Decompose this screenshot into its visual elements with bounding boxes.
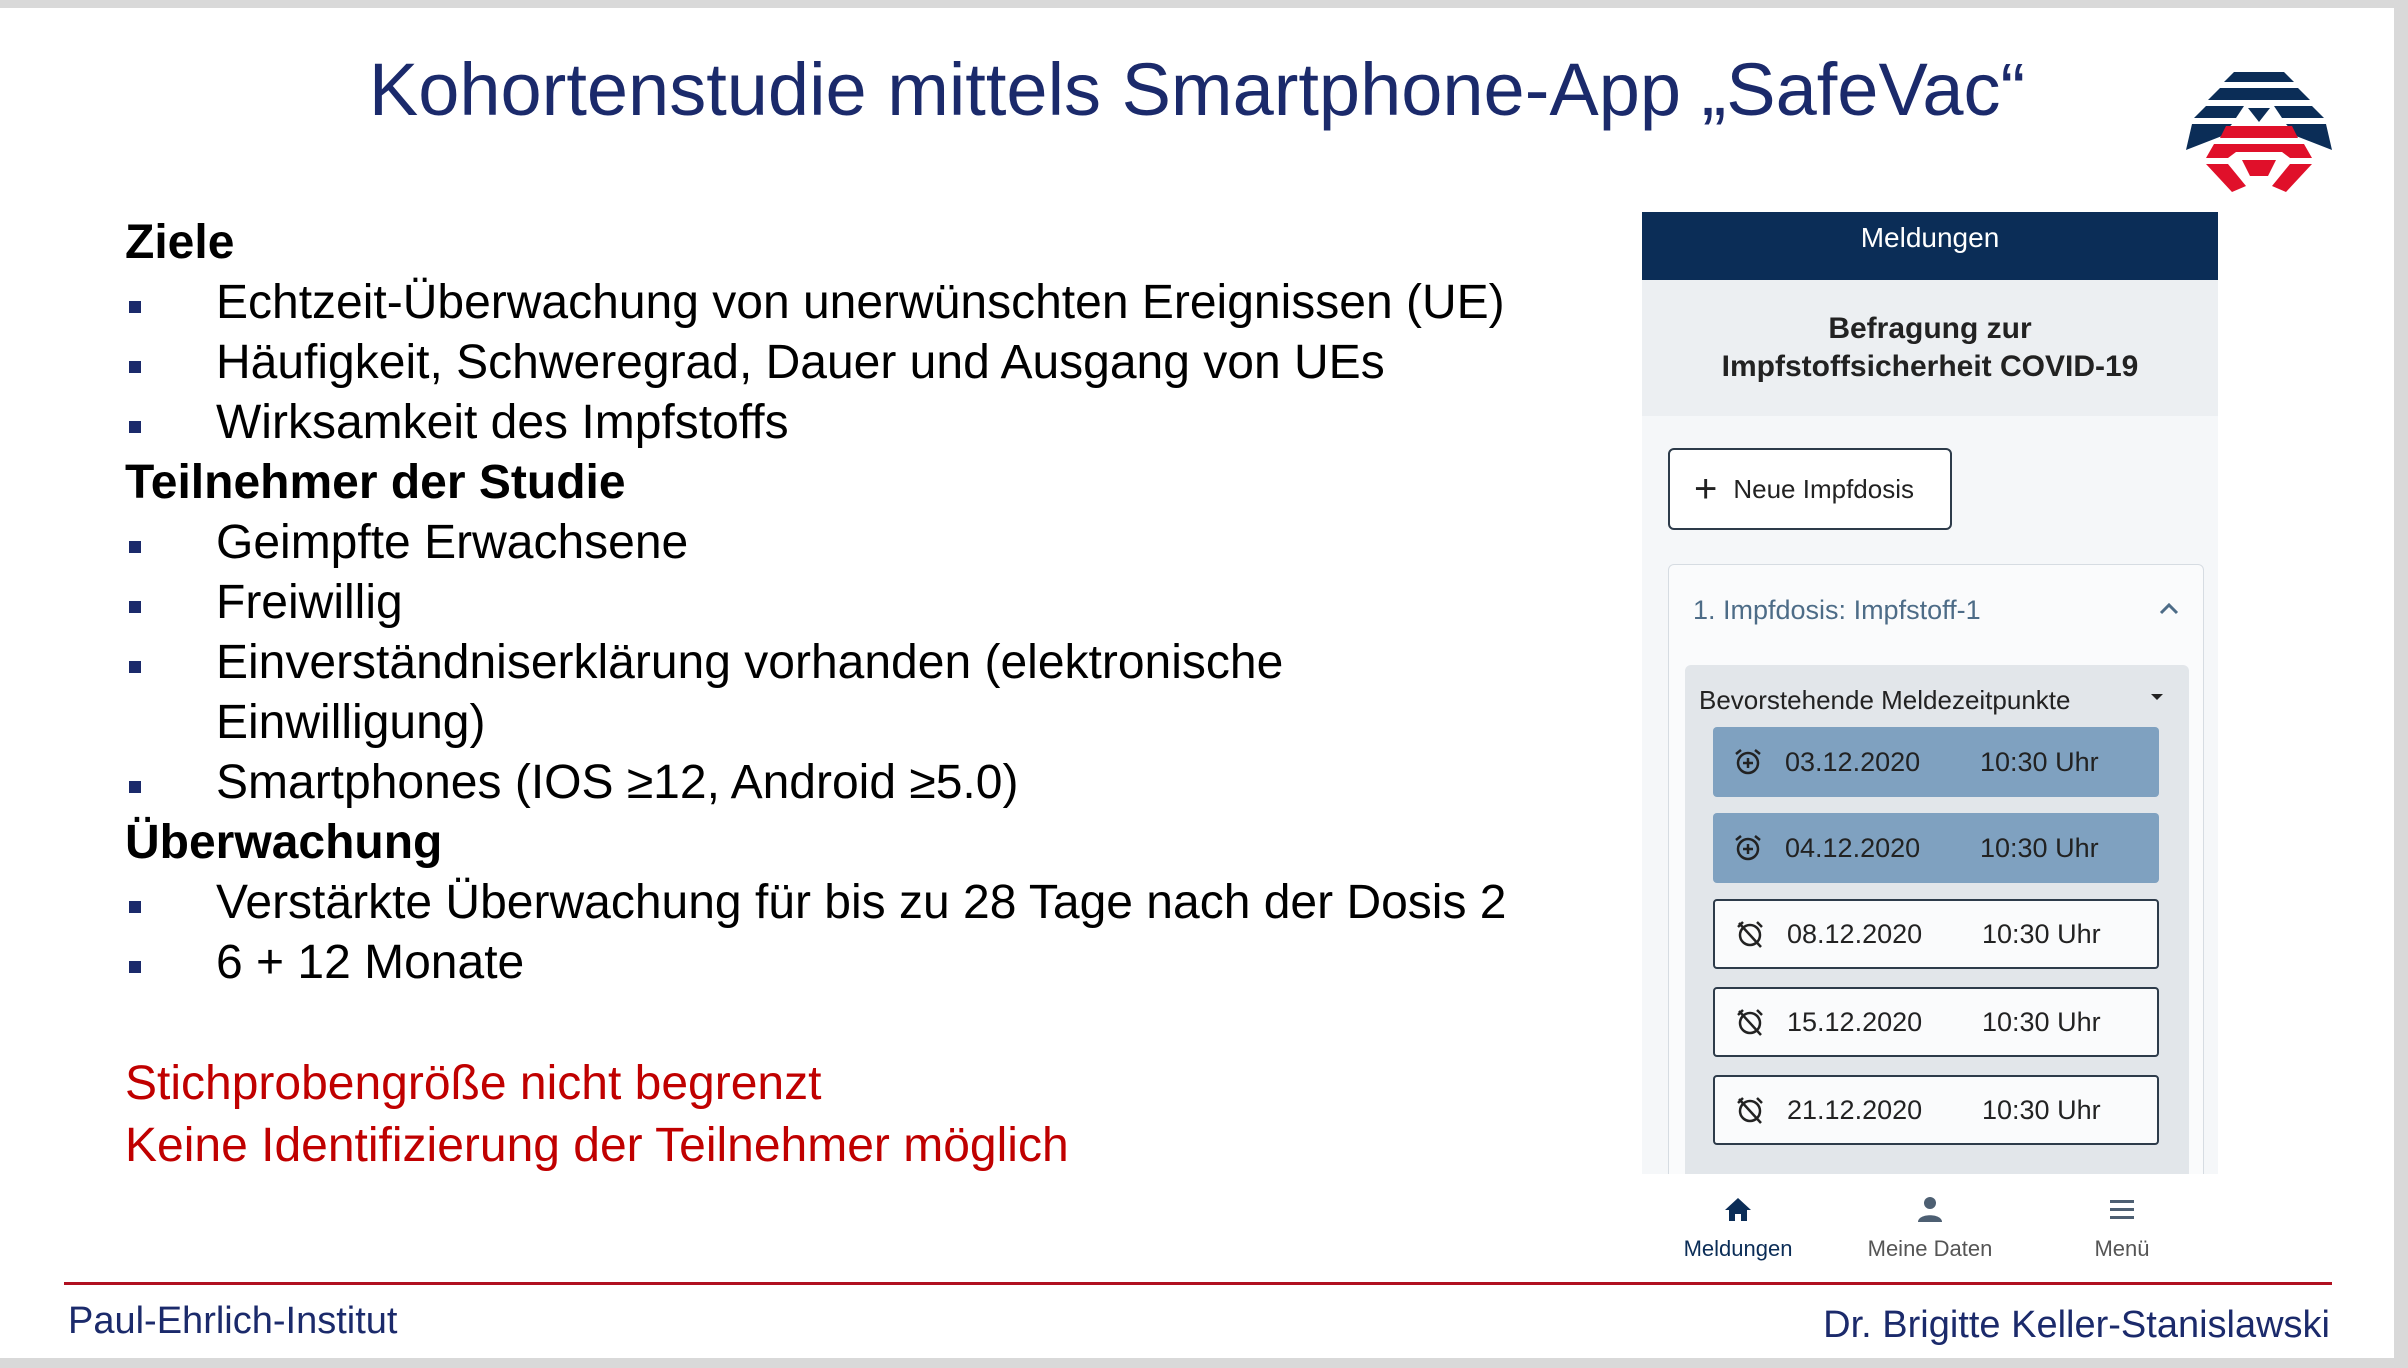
nav-meldungen[interactable]: [1642, 1192, 1834, 1262]
plus-icon: +: [1694, 467, 1718, 511]
slot-time: 10:30 Uhr: [1982, 1006, 2101, 1037]
slide-title: Kohortenstudie mittels Smartphone-App „SafeVac“: [368, 48, 2026, 131]
bullet-square-icon: [129, 421, 141, 433]
survey-title: [1642, 280, 2218, 416]
nav-label: Menü: [2094, 1236, 2150, 1261]
bullet-text: Echtzeit-Überwachung von unerwünschten Ereignissen (UE): [216, 276, 1505, 329]
alarm-add-icon: [1733, 747, 1763, 777]
notes-block: [125, 1053, 1625, 1177]
nav-menu[interactable]: [2026, 1192, 2218, 1262]
pei-logo-icon: [2186, 68, 2332, 202]
bullet-item: [125, 393, 1625, 453]
report-slot[interactable]: [1713, 899, 2159, 969]
nav-label: Meldungen: [1683, 1236, 1793, 1261]
alarm-add-icon: [1733, 833, 1763, 863]
bullet-item: [125, 873, 1625, 933]
bottom-nav: [1642, 1174, 2218, 1282]
slot-date: 15.12.2020: [1787, 1006, 1923, 1037]
bullet-square-icon: [129, 301, 141, 313]
bullet-text: Einverständniserklärung vorhanden (elektronische Einwilligung): [216, 636, 1284, 749]
slot-date: 08.12.2020: [1787, 918, 1923, 949]
note-sample-size: Stichprobengröße nicht begrenzt: [125, 1057, 822, 1110]
section-heading-ziele: Ziele: [125, 216, 235, 269]
bullet-square-icon: [129, 361, 141, 373]
slot-time: 10:30 Uhr: [1982, 1094, 2101, 1125]
nav-meine-daten[interactable]: [1834, 1192, 2026, 1262]
bullet-text: Verstärkte Überwachung für bis zu 28 Tage nach der Dosis 2: [216, 876, 1507, 929]
app-screenshot: [1642, 212, 2218, 1282]
slot-date: 03.12.2020: [1785, 746, 1921, 777]
slot-date: 21.12.2020: [1787, 1094, 1923, 1125]
bullet-square-icon: [129, 541, 141, 553]
slide: [0, 8, 2394, 1358]
alarm-off-icon: [1735, 1095, 1765, 1125]
chevron-up-icon: [2155, 595, 2183, 623]
survey-title-line2: Impfstoffsicherheit COVID-19: [1721, 350, 2139, 383]
nav-label: Meine Daten: [1867, 1236, 1993, 1261]
footer-institute: Paul-Ehrlich-Institut: [68, 1300, 398, 1342]
bullet-square-icon: [129, 661, 141, 673]
app-header-title: Meldungen: [1642, 212, 2218, 280]
bullet-text: Häufigkeit, Schweregrad, Dauer und Ausgang von UEs: [216, 336, 1385, 389]
alarm-off-icon: [1735, 1007, 1765, 1037]
note-anonymity: Keine Identifizierung der Teilnehmer möglich: [125, 1119, 1069, 1172]
report-slot[interactable]: [1713, 987, 2159, 1057]
bullet-item: [125, 573, 1625, 633]
footer-divider: [64, 1282, 2332, 1285]
alarm-off-icon: [1735, 919, 1765, 949]
slot-time: 10:30 Uhr: [1980, 832, 2099, 863]
bullet-text: Geimpfte Erwachsene: [216, 516, 689, 569]
bullet-square-icon: [129, 901, 141, 913]
survey-title-line1: Befragung zur: [1828, 312, 2032, 345]
upcoming-dropdown[interactable]: [1699, 685, 2169, 716]
home-icon: [1721, 1192, 1755, 1226]
bullet-text: 6 + 12 Monate: [216, 936, 525, 989]
bullet-item: [125, 333, 1625, 393]
slot-time: 10:30 Uhr: [1982, 918, 2101, 949]
upcoming-label: Bevorstehende Meldezeitpunkte: [1699, 685, 2071, 715]
bullet-item: [125, 753, 1625, 813]
bullet-square-icon: [129, 601, 141, 613]
bullet-item: [125, 933, 1625, 993]
new-dose-button[interactable]: [1668, 448, 1952, 530]
section-heading-teilnehmer: Teilnehmer der Studie: [125, 456, 626, 509]
caret-down-icon: [2145, 685, 2169, 709]
bullet-square-icon: [129, 961, 141, 973]
slot-date: 04.12.2020: [1785, 832, 1921, 863]
footer-author: Dr. Brigitte Keller-Stanislawski: [1823, 1304, 2330, 1346]
slide-content: [125, 213, 1625, 1177]
slot-time: 10:30 Uhr: [1980, 746, 2099, 777]
bullet-item: [125, 273, 1625, 333]
report-slot[interactable]: [1713, 813, 2159, 883]
person-icon: [1913, 1192, 1947, 1226]
bullet-text: Freiwillig: [216, 576, 403, 629]
dose-card-header[interactable]: [1693, 595, 2183, 626]
section-heading-ueberwachung: Überwachung: [125, 816, 443, 869]
bullet-square-icon: [129, 781, 141, 793]
report-slot[interactable]: [1713, 1075, 2159, 1145]
menu-icon: [2105, 1192, 2139, 1226]
bullet-item: [125, 513, 1625, 573]
report-slot[interactable]: [1713, 727, 2159, 797]
dose-title: 1. Impfdosis: Impfstoff-1: [1693, 595, 1981, 625]
bullet-item: [125, 633, 1436, 753]
bullet-text: Smartphones (IOS ≥12, Android ≥5.0): [216, 756, 1019, 809]
new-dose-label: Neue Impfdosis: [1733, 473, 1915, 504]
bullet-text: Wirksamkeit des Impfstoffs: [216, 396, 789, 449]
